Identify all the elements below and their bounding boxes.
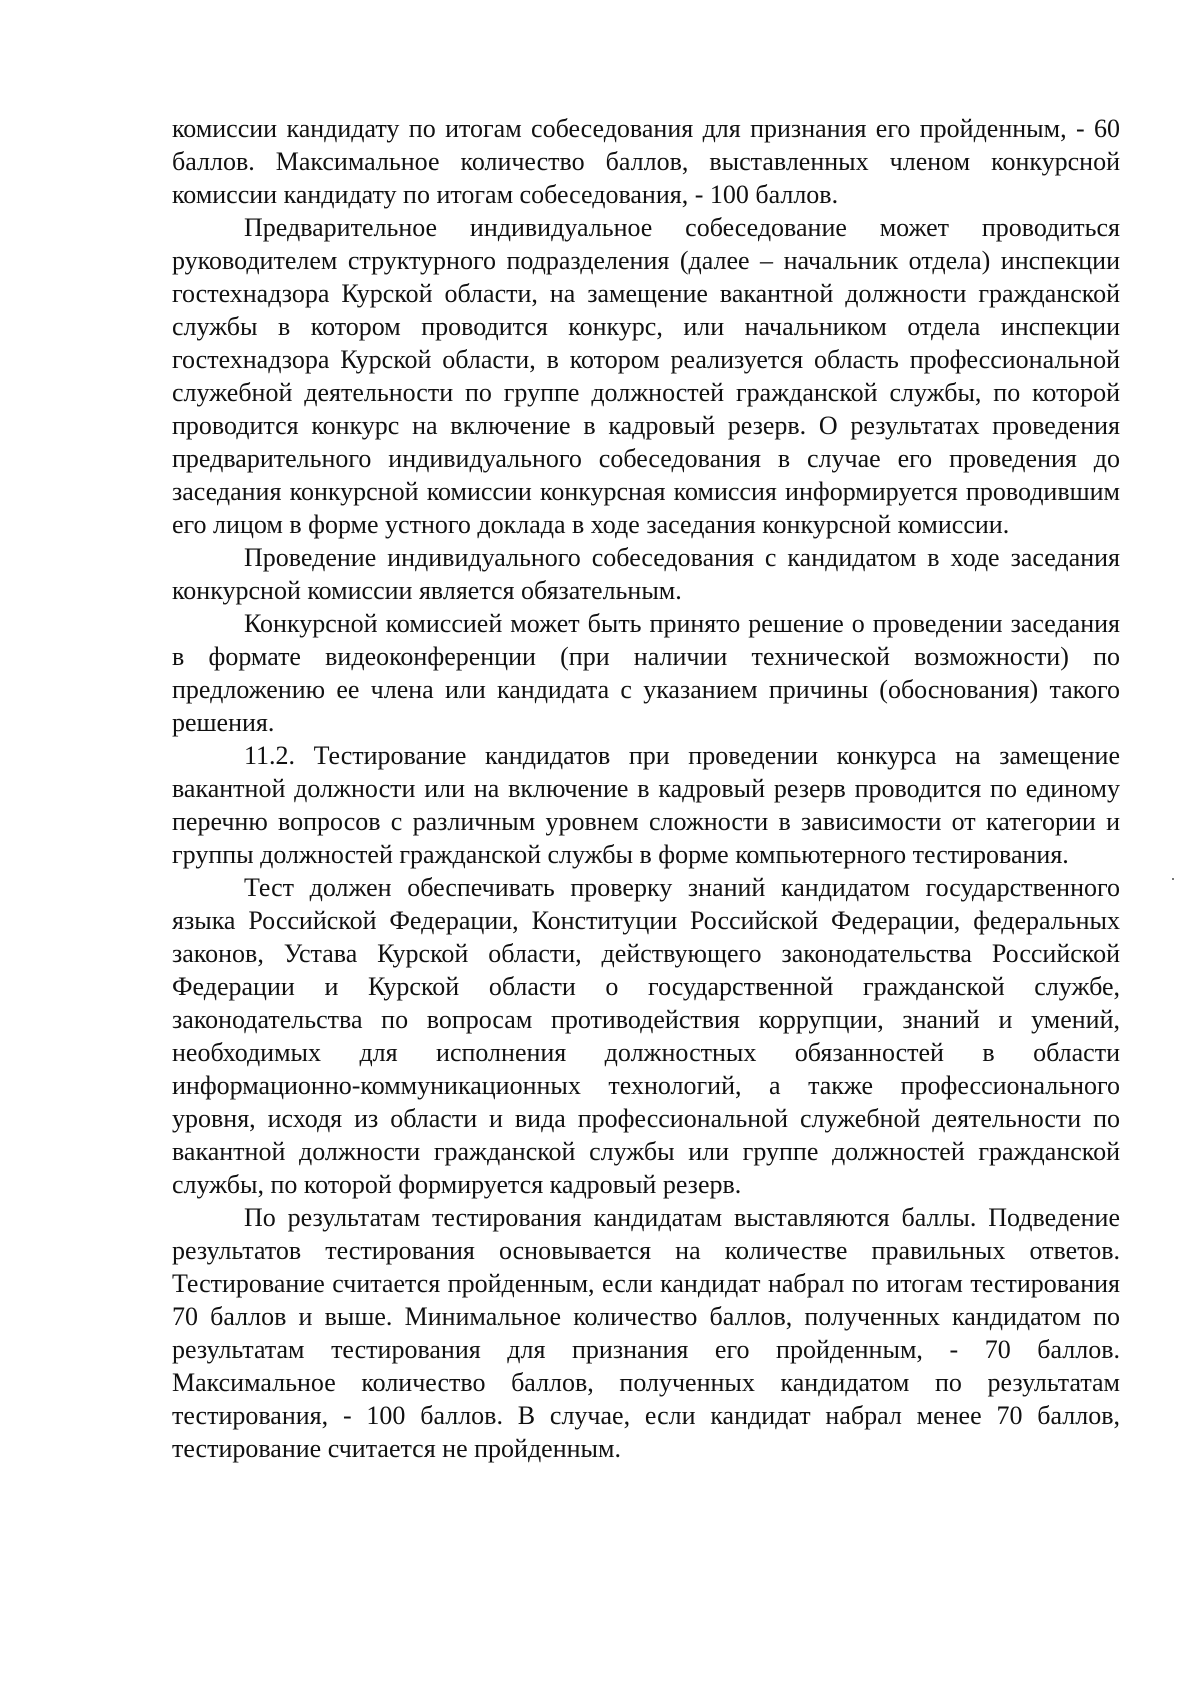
paragraph-test-scope: Тест должен обеспечивать проверку знаний кандидатом государственного языка Российской Федерации, Конституции Российской Федерации, федеральных законов, Устава Курской области, действующего законодательства Российской Федерации и Курской области о государственной гражданской службе, законодательства по вопросам противодействия коррупции, знаний и умений, необходимых для исполнения должностных обязанностей в области информационно-коммуникационных технологий, а также профессионального уровня, исходя из области и вида профессиональной служебной деятельности по вакантной должности гражданской службы или группе должностей гражданской службы, по которой формируется кадровый резерв. (172, 873, 1120, 1199)
paragraph-testing-11-2: 11.2. Тестирование кандидатов при проведении конкурса на замещение вакантной должности или на включение в кадровый резерв проводится по единому перечню вопросов с различным уровнем сложности в зависимости от категории и группы должностей гражданской службы в форме компьютерного тестирования. (172, 741, 1120, 869)
scan-speck (1172, 878, 1174, 880)
paragraph-videoconference: Конкурсной комиссией может быть принято решение о проведении заседания в формате видеоконференции (при наличии технической возможности) по предложению ее члена или кандидата с указанием причины (обоснования) такого решения. (172, 609, 1120, 737)
paragraph-test-scoring: По результатам тестирования кандидатам выставляются баллы. Подведение результатов тестирования основывается на количестве правильных ответов. Тестирование считается пройденным, если кандидат набрал по итогам тестирования 70 баллов и выше. Минимальное количество баллов, полученных кандидатом по результатам тестирования для признания его пройденным, - 70 баллов. Максимальное количество баллов, полученных кандидатом по результатам тестирования, - 100 баллов. В случае, если кандидат набрал менее 70 баллов, тестирование считается не пройденным. (172, 1203, 1120, 1463)
paragraph-interview-score: комиссии кандидату по итогам собеседования для признания его пройденным, - 60 баллов. Максимальное количество баллов, выставленных членом конкурсной комиссии кандидату по итогам собеседования, - 100 баллов. (172, 114, 1120, 209)
paragraph-preliminary-interview: Предварительное индивидуальное собеседование может проводиться руководителем структурного подразделения (далее – начальник отдела) инспекции гостехнадзора Курской области, на замещение вакантной должности гражданской службы в котором проводится конкурс, или начальником отдела инспекции гостехнадзора Курской области, в котором реализуется область профессиональной служебной деятельности по группе должностей гражданской службы, по которой проводится конкурс на включение в кадровый резерв. О результатах проведения предварительного индивидуального собеседования в случае его проведения до заседания конкурсной комиссии конкурсная комиссия информируется проводившим его лицом в форме устного доклада в ходе заседания конкурсной комиссии. (172, 213, 1120, 539)
paragraph-mandatory-interview: Проведение индивидуального собеседования с кандидатом в ходе заседания конкурсной комиссии является обязательным. (172, 543, 1120, 605)
document-body (172, 112, 1120, 1465)
